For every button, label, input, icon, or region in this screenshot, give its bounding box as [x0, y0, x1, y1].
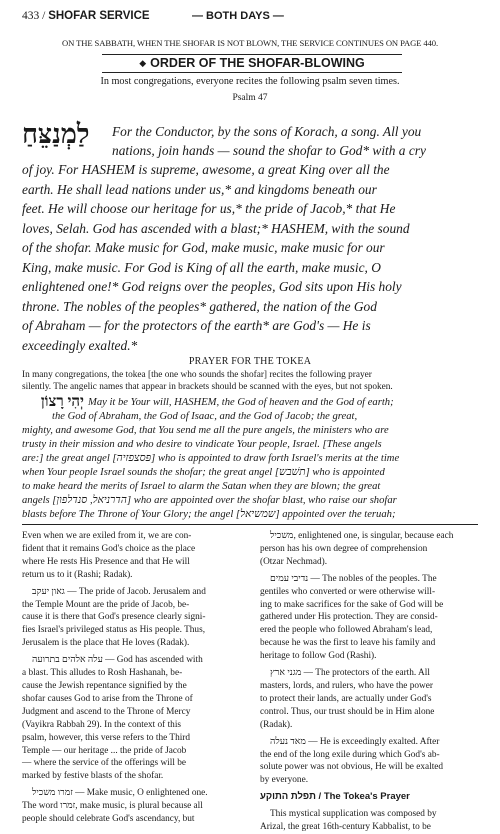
commentary-line: This mystical supplication was composed by — [270, 809, 437, 820]
commentary-line: marked by festive blasts of the shofar. — [22, 771, 164, 782]
running-head: 433 / SHOFAR SERVICE — BOTH DAYS — — [22, 10, 284, 22]
commentary-line: to protect their lands, are actually under God's — [260, 693, 432, 704]
tokea-line: when Your people Israel sounds the shofar; the great angel [תשׁבש] who is appointed — [22, 467, 385, 478]
commentary-line: the Temple Mount are the pride of Jacob, be- — [22, 599, 190, 610]
commentary-line: ing to make sacrifices for the sake of God will be — [260, 599, 444, 610]
commentary-line: because he was the first to leave his family and — [260, 638, 436, 649]
commentary-line: where He rests His Presence and that He will — [22, 556, 190, 567]
commentary-line: Jerusalem is the place that He loves (Radak). — [22, 638, 190, 649]
commentary-left-column — [22, 530, 240, 826]
prayer-rubric-line: In many congregations, the tokea [the one who sounds the shofar] recites the following prayer — [22, 370, 372, 380]
section-title: SHOFAR SERVICE — [48, 10, 150, 22]
commentary-line: control. Thus, our trust should be in Him alone — [260, 706, 435, 717]
commentary-line: עלה אלהים בתרועה — God has ascended with — [32, 655, 203, 666]
commentary-line: משכיל, enlightened one, is singular, because each — [270, 531, 454, 541]
psalm-line: exceedingly exalted.* — [22, 338, 138, 353]
commentary-line: מגני ארץ — The protectors of the earth. All — [270, 668, 430, 679]
sabbath-note: ON THE SABBATH, WHEN THE SHOFAR IS NOT BLOWN, THE SERVICE CONTINUES ON PAGE 440. — [61, 38, 439, 48]
commentary-line: מאד נעלה — He is exceedingly exalted. After — [270, 736, 440, 747]
commentary-line: Arizal, the great 16th-century Kabbalist, to be — [260, 822, 431, 833]
commentary-line: shofar causes God to arise from the Throne of — [22, 693, 193, 704]
psalm-line: For the Conductor, by the sons of Korach, a song. All you — [112, 124, 422, 139]
psalm-reference: Psalm 47 — [232, 93, 268, 103]
commentary-line: זמרו משכיל — Make music, O enlightened one. — [32, 788, 208, 799]
commentary-line: gathered under His protection. They are consid- — [260, 612, 438, 623]
commentary-line: — where the service of the offerings will be — [22, 758, 187, 769]
psalm-line: throne. The nobles of the peoples* gathered, the nation of the God — [22, 299, 377, 314]
prayer-rubric-line: silently. The angelic names that appear in brackets should be scanned with the eyes, but not spoken. — [22, 382, 393, 392]
commentary-line: (Radak). — [260, 719, 293, 730]
tokea-line: trusty in their mission and who desire to vindicate Your people, Israel. [These angels — [22, 439, 382, 450]
tokea-line: May it be Your will, HASHEM, the God of heaven and the God of earth; — [88, 397, 394, 408]
commentary-line: the end of the long exile during which God's ab- — [260, 749, 440, 760]
psalm-line: King, make music. For God is King of all the earth, make music, O — [22, 260, 381, 275]
psalm-hebrew-opening: לַמְנַצֵּחַ — [22, 119, 90, 149]
prayer-heading: PRAYER FOR THE TOKEA — [188, 356, 312, 367]
commentary-line: (Vayikra Rabbah 29). In the context of this — [22, 719, 182, 730]
commentary-line: fies Israel's privileged status as His people. Thus, — [22, 625, 206, 636]
commentary-line: fident that it remains God's choice as the place — [22, 543, 196, 554]
order-heading: ORDER OF THE SHOFAR-BLOWING — [150, 56, 365, 70]
psalm-instruction: In most congregations, everyone recites the following psalm seven times. — [100, 76, 400, 87]
tokea-line: to make heard the merits of Israel to alarm the Satan when they are blown; the great — [22, 481, 381, 492]
commentary-line: solute power was not obvious, He will be exalted — [260, 762, 444, 773]
commentary-line: (Otzar Nechmad). — [260, 556, 328, 567]
prayer-book-page — [22, 0, 478, 833]
page-number: 433 — [22, 10, 40, 22]
commentary-line: ered the people who followed Abraham's lead, — [260, 625, 433, 636]
tokea-line: angels [הדרניאל, סנדלפון] who are appointed over the shofar blast, who raise our shofar — [22, 495, 397, 506]
commentary-line: נדיבי עמים — The nobles of the peoples. The — [270, 573, 437, 584]
tokea-prayer-sidehead: תפלת התוקע / The Tokea's Prayer — [260, 791, 410, 803]
psalm-line: feet. He will choose our heritage for us,* the pride of Jacob,* that He — [22, 201, 396, 216]
psalm-line: enlightened one!* God reigns over the peoples, God sits upon His holy — [22, 279, 402, 294]
commentary-line: gentiles who converted or were otherwise will- — [260, 586, 436, 597]
commentary-right-column — [260, 530, 478, 834]
commentary-line: heritage to follow God (Rashi). — [260, 651, 377, 662]
commentary-line: cause the Jewish repentance signified by the — [22, 680, 187, 691]
commentary-line: psalm, however, this verse refers to the Third — [22, 732, 191, 743]
commentary-line: by everyone. — [260, 775, 309, 786]
commentary-line: גאון יעקב — The pride of Jacob. Jerusalem and — [32, 586, 206, 597]
commentary-line: The word זמרו, make music, is plural because all — [22, 801, 203, 812]
tokea-line: blasts before The Throne of Your Glory; the angel [שמשיאל] appointed over the teruah; — [22, 509, 396, 520]
footnote-divider — [22, 524, 478, 525]
commentary-line: Temple — our heritage ... the pride of Jacob — [22, 745, 187, 756]
diamond-icon: ◆ — [139, 58, 147, 68]
running-head-center: — BOTH DAYS — — [192, 10, 284, 22]
tokea-line: the God of Abraham, the God of Isaac, and the God of Jacob; the great, — [52, 411, 358, 422]
tokea-line: are:] the great angel [פּסצפזיה] who is appointed to draw forth Israel's merits at the time — [22, 453, 400, 464]
tokea-hebrew-opening: יְהִי רָצוֹן — [40, 394, 84, 410]
psalm-line: of Abraham — for the protectors of the earth* are God's — He is — [22, 318, 371, 333]
commentary-line: person has his own degree of comprehension — [260, 543, 428, 554]
commentary-line: people should celebrate God's ascendancy, but — [22, 814, 195, 825]
commentary-line: cause it is there that God's presence clearly signi- — [22, 612, 206, 623]
commentary-line: return us to it (Rashi; Radak). — [22, 569, 133, 580]
commentary-line: Judgment and ascend to the Throne of Mercy — [22, 706, 191, 717]
psalm-line: of the shofar. Make music for God, make music, make music for our — [22, 240, 385, 255]
psalm-line: loves, Selah. God has ascended with a blast;* HASHEM, with the sound — [22, 221, 410, 236]
commentary-line: a blast. This alludes to Rosh Hashanah, be- — [22, 668, 183, 679]
commentary-line: Even when we are exiled from it, we are con- — [22, 531, 192, 541]
commentary-line: masters, lords, and rulers, who have the power — [260, 680, 433, 691]
psalm-line: earth. He shall lead nations under us,* and kingdoms beneath our — [22, 182, 377, 197]
tokea-line: mighty, and awesome God, that You send me all the pure angels, the ministers who are — [22, 425, 389, 436]
psalm-line: nations, join hands — sound the shofar to God* with a cry — [112, 143, 426, 158]
order-heading-box — [102, 54, 402, 73]
psalm-line: of joy. For HASHEM is supreme, awesome, a great King over all the — [22, 162, 390, 177]
